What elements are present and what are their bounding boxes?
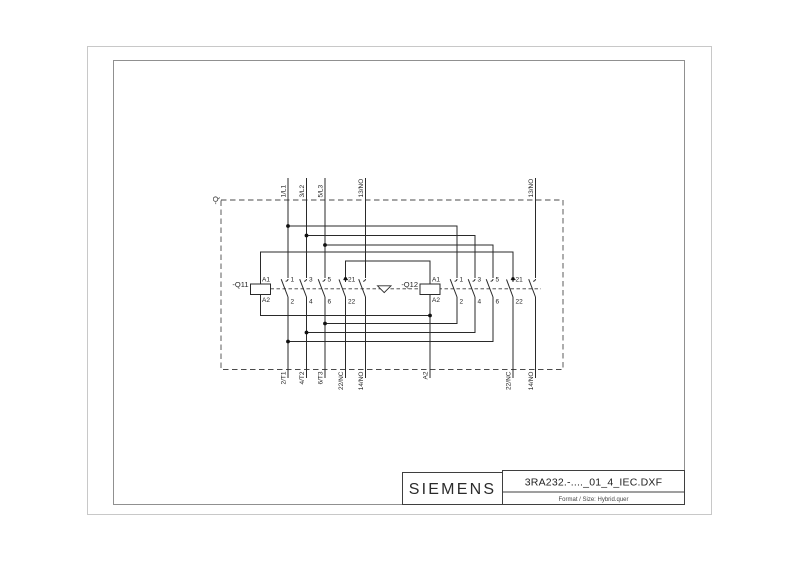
terminal-4T2: 4/T2: [299, 371, 306, 385]
terminal-14NO-q11: 14/NO: [358, 371, 365, 391]
terminal-2T1: 2/T1: [280, 371, 288, 385]
q12-contact-5-6: [486, 279, 493, 297]
q12-n22: 22: [515, 298, 523, 306]
q12-n5: 5: [495, 276, 500, 284]
contactor-q12: [401, 277, 535, 306]
q11-n3: 3: [309, 276, 313, 284]
q12-n2: 2: [459, 298, 464, 306]
wiring: [261, 178, 536, 378]
q12-n4: 4: [477, 298, 482, 306]
q12-contact-1-2: [450, 279, 457, 297]
terminal-5L3: 5/L3: [317, 184, 325, 198]
q11-aux-no-contact: [359, 279, 366, 297]
page-frame: [88, 47, 712, 515]
q11-a2-label: A2: [262, 297, 270, 304]
enclosure-ref-label: -Q: [211, 196, 220, 205]
q12-aux-no-contact: [529, 279, 536, 297]
q11-n22: 22: [348, 298, 356, 306]
terminal-3L2: 3/L2: [299, 184, 306, 198]
title-block: [403, 471, 685, 505]
q12-a2-label: A2: [432, 297, 440, 304]
q12-contact-3-4: [468, 279, 475, 297]
q11-contact-21-22: [339, 278, 348, 297]
q12-n6: 6: [495, 298, 500, 306]
terminal-1L1: 1/L1: [280, 184, 288, 198]
q12-n1: 1: [459, 276, 464, 284]
q12-ref-label: -Q12: [401, 280, 418, 289]
q11-n1: 1: [290, 276, 295, 284]
q12-a1-label: A1: [432, 276, 440, 284]
q11-a1-label: A1: [262, 276, 270, 284]
terminal-13NO-q12: 13/NO: [528, 178, 535, 198]
q11-n5: 5: [327, 276, 332, 284]
q12-n3: 3: [477, 276, 482, 284]
q11-contact-1-2: [281, 279, 288, 297]
terminal-14NO-q12: 14/NO: [528, 371, 535, 391]
page-border: [88, 47, 712, 515]
q11-ref-label: -Q11: [232, 280, 249, 289]
terminal-22NC-q11: 22/NC: [338, 371, 345, 390]
drawing-name-text: 3RA232.-...._01_4_IEC.DXF: [524, 476, 663, 489]
terminal-6T3: 6/T3: [317, 371, 325, 385]
format-note-text: Format / Size: Hybrid.quer: [558, 497, 629, 503]
terminal-A2: A2: [422, 371, 430, 380]
mechanical-interlock-icon: [378, 286, 392, 293]
q11-contact-5-6: [318, 279, 325, 297]
q12-coil: [420, 284, 440, 295]
q11-n6: 6: [327, 298, 332, 306]
brand-logo-text: SIEMENS: [408, 481, 497, 498]
terminal-labels-bottom: [281, 371, 536, 390]
q11-n21: 21: [348, 276, 356, 284]
q11-n2: 2: [290, 298, 295, 306]
q12-n21: 21: [515, 276, 523, 284]
q11-coil: [251, 284, 271, 295]
enclosure-outline: [221, 200, 563, 370]
terminal-22NC-q12: 22/NC: [505, 371, 513, 390]
q12-contact-21-22: [507, 278, 516, 297]
q11-n4: 4: [309, 298, 313, 306]
terminal-labels-top: [281, 179, 536, 198]
drawing-frame: [114, 61, 685, 505]
q11-contact-3-4: [300, 279, 307, 297]
terminal-13NO-q11: 13/NO: [358, 178, 365, 198]
